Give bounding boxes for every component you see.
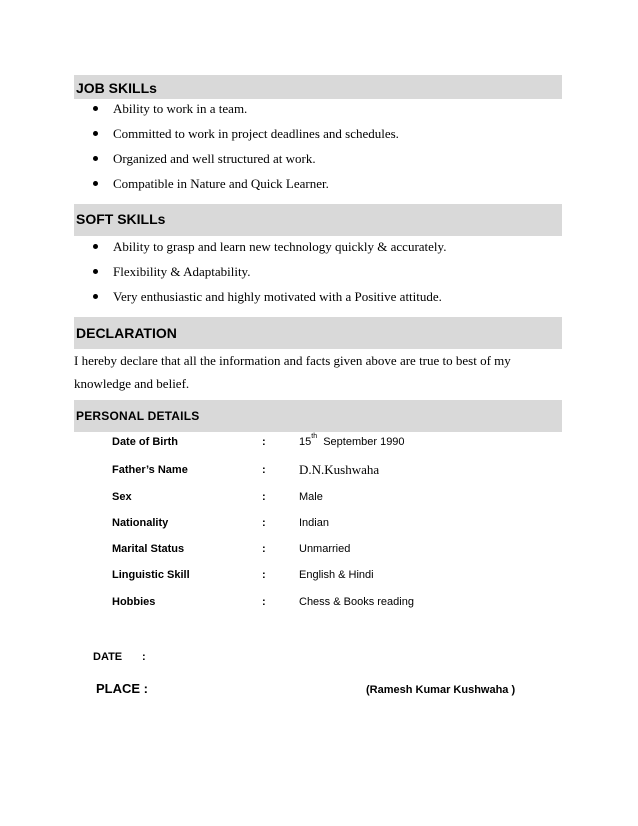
detail-separator: : — [262, 517, 266, 529]
detail-separator: : — [262, 491, 266, 503]
list-item: Compatible in Nature and Quick Learner. — [93, 177, 399, 202]
detail-separator: : — [262, 436, 266, 448]
list-item: Organized and well structured at work. — [93, 152, 399, 177]
detail-row-dob — [112, 433, 532, 454]
detail-row-marital-status — [112, 543, 532, 561]
detail-value: Unmarried — [299, 543, 351, 555]
detail-value: Indian — [299, 517, 329, 529]
list-item: Very enthusiastic and highly motivated with a Positive attitude. — [93, 290, 446, 315]
detail-row-sex — [112, 491, 532, 509]
personal-details-heading: PERSONAL DETAILS — [74, 400, 562, 432]
detail-value: Chess & Books reading — [299, 596, 414, 608]
signature-name: (Ramesh Kumar Kushwaha ) — [366, 684, 516, 696]
detail-row-nationality — [112, 517, 532, 535]
detail-label: Hobbies — [112, 596, 156, 608]
list-item: Ability to work in a team. — [93, 102, 399, 127]
place-label: PLACE : — [96, 681, 148, 696]
detail-label: Marital Status — [112, 543, 185, 555]
soft-skills-list — [93, 240, 446, 315]
job-skills-list — [93, 102, 399, 202]
detail-value — [299, 433, 405, 448]
list-item: Ability to grasp and learn new technology quickly & accurately. — [93, 240, 446, 265]
detail-separator: : — [262, 569, 266, 581]
dob-suffix: th — [311, 433, 318, 440]
detail-separator: : — [262, 543, 266, 555]
detail-value: Male — [299, 491, 323, 503]
detail-row-hobbies — [112, 596, 532, 614]
date-label: DATE — [93, 651, 123, 663]
declaration-text: I hereby declare that all the information and facts given above are true to best of my knowledge and belief. — [74, 353, 511, 391]
detail-value: D.N.Kushwaha — [299, 462, 380, 477]
dob-rest: September 1990 — [317, 436, 405, 448]
list-item: Flexibility & Adaptability. — [93, 265, 446, 290]
job-skills-heading: JOB SKILLs — [74, 75, 562, 99]
detail-separator: : — [262, 596, 266, 608]
detail-separator: : — [262, 464, 266, 476]
detail-row-fathers-name — [112, 464, 532, 482]
declaration-heading: DECLARATION — [74, 317, 562, 349]
soft-skills-heading: SOFT SKILLs — [74, 204, 562, 236]
detail-label: Father’s Name — [112, 464, 188, 476]
detail-label: Sex — [112, 491, 132, 503]
date-line — [93, 651, 146, 663]
dob-day: 15 — [299, 436, 312, 448]
list-item: Committed to work in project deadlines and schedules. — [93, 127, 399, 152]
detail-row-linguistic-skill — [112, 569, 532, 587]
detail-value: English & Hindi — [299, 569, 374, 581]
detail-label: Nationality — [112, 517, 169, 529]
date-separator: : — [142, 651, 146, 663]
detail-label: Date of Birth — [112, 436, 178, 448]
detail-label: Linguistic Skill — [112, 569, 190, 581]
